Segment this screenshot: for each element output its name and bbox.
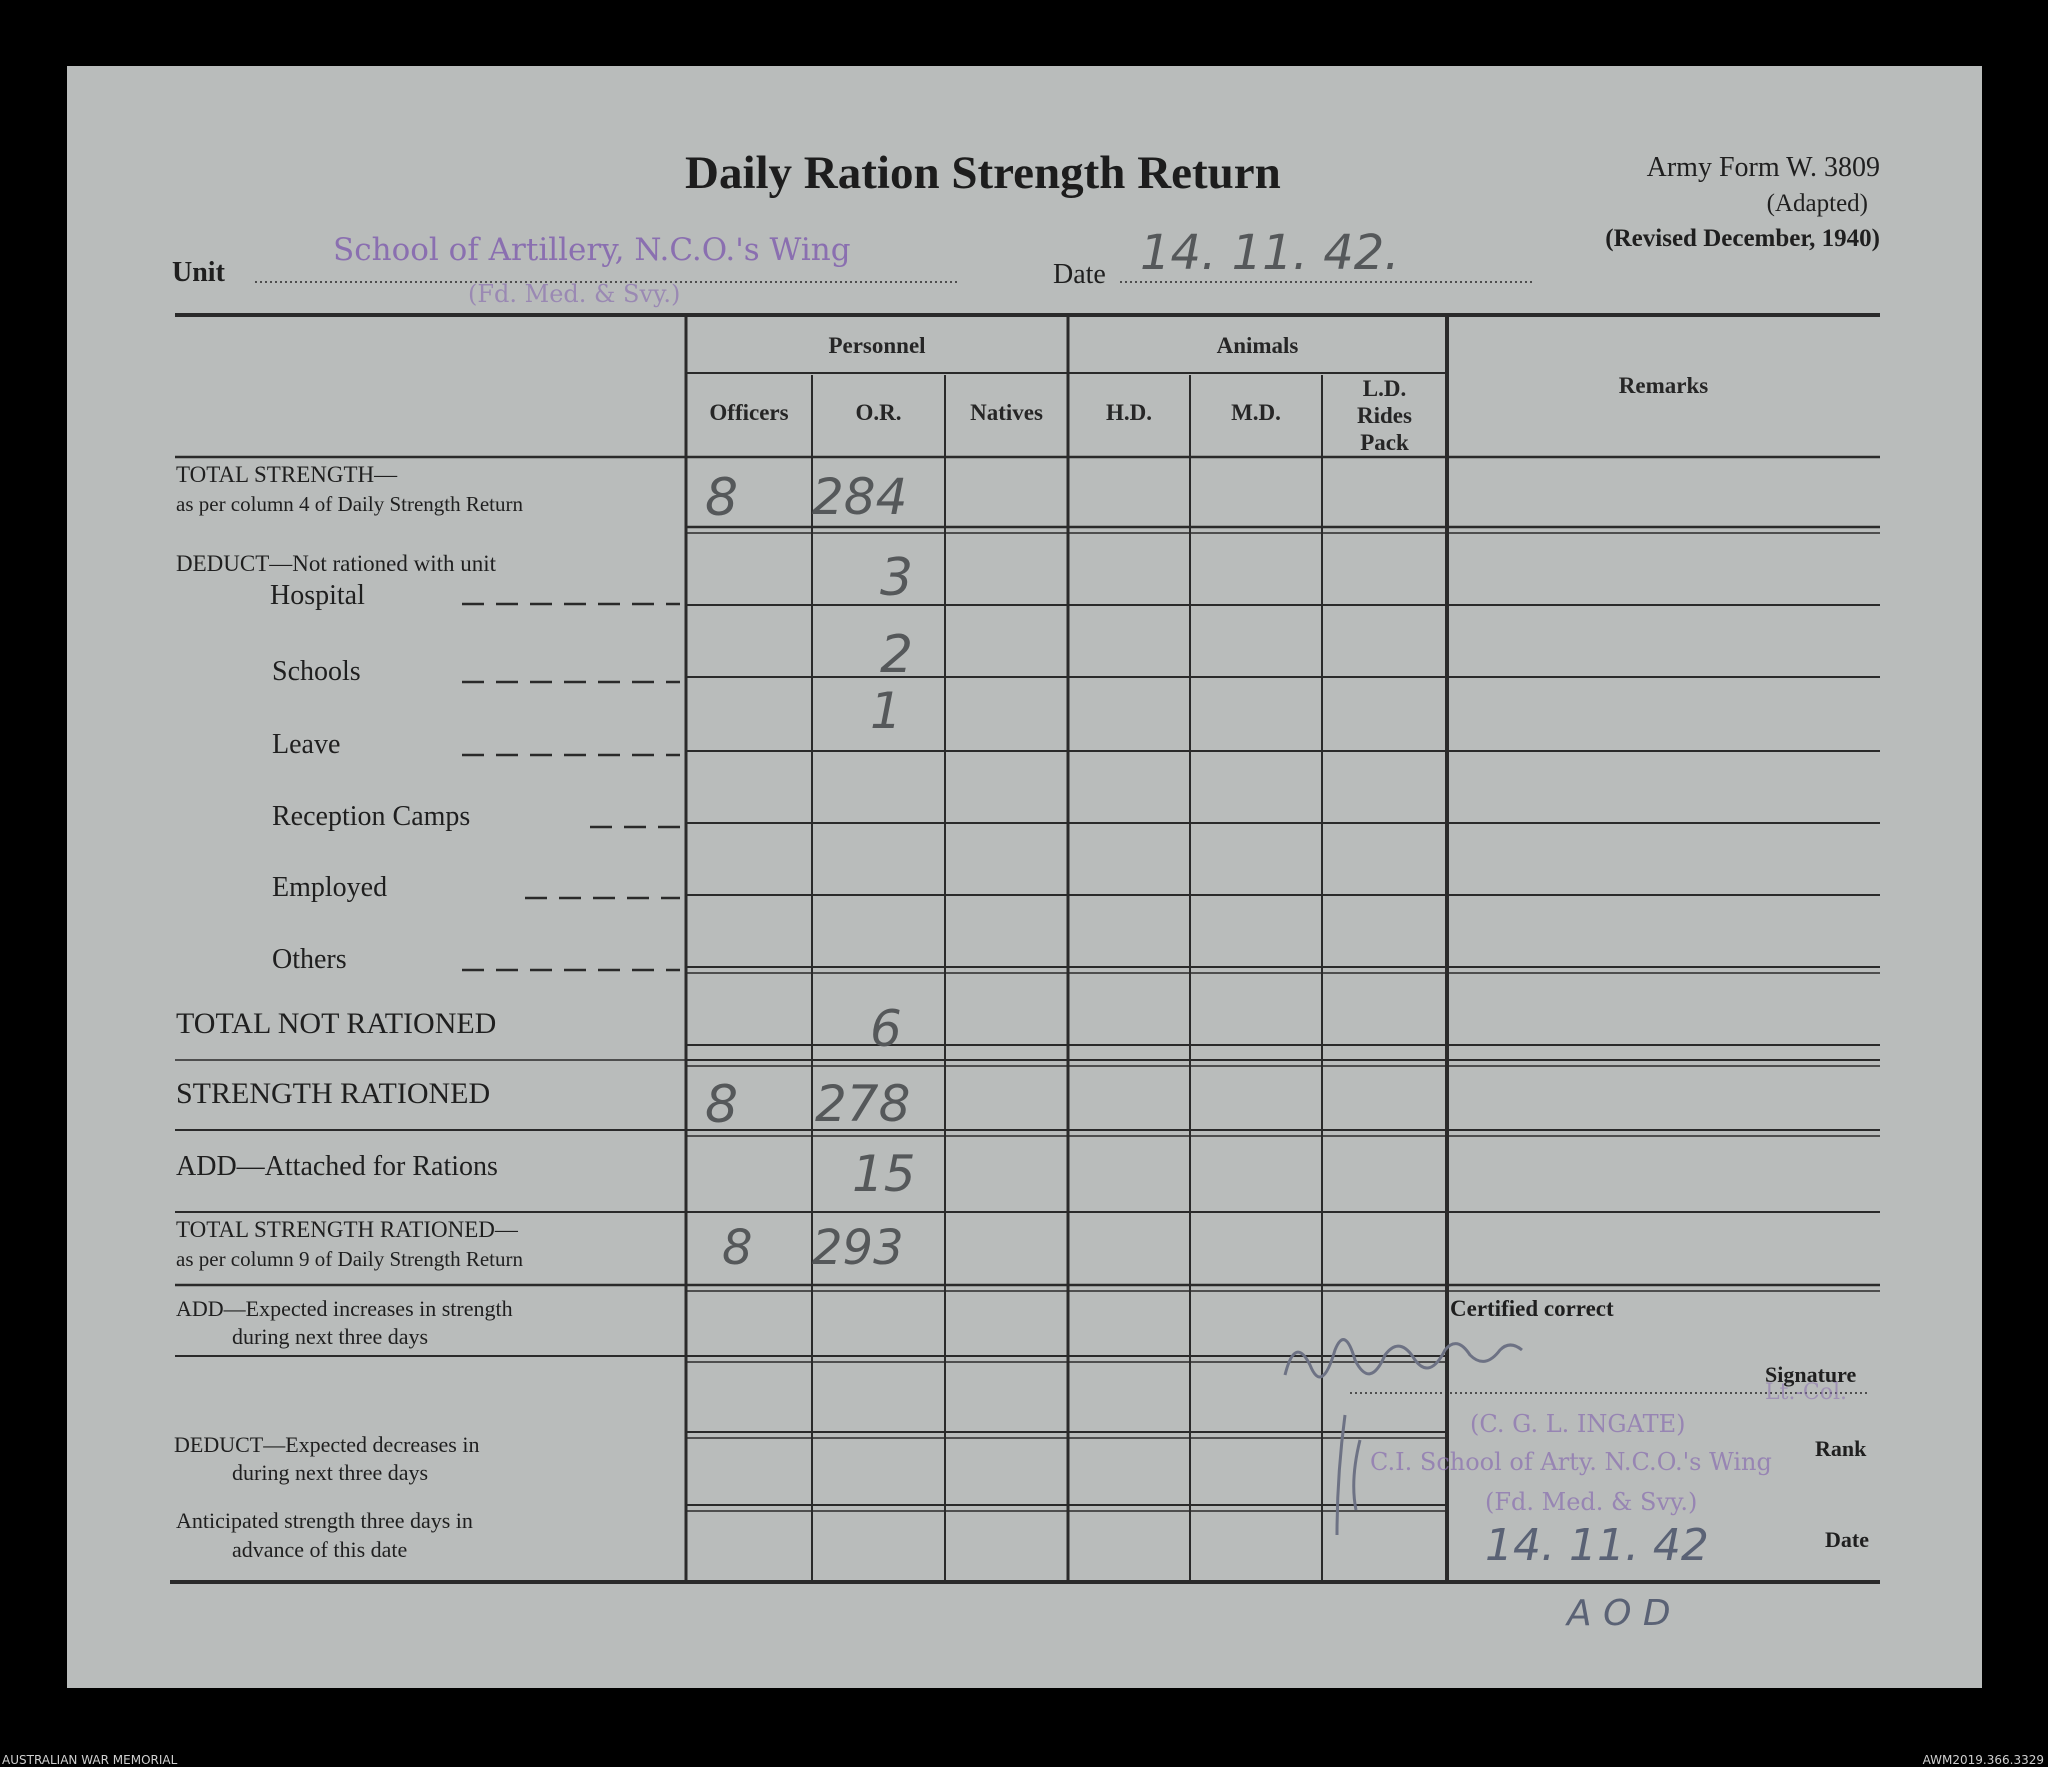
- form-number: Army Form W. 3809: [1646, 152, 1880, 183]
- unit-stamp-line1: School of Artillery, N.C.O.'s Wing: [333, 232, 851, 268]
- row-employed: Employed: [272, 872, 388, 903]
- total-not-rationed-or: 6: [870, 1000, 902, 1058]
- stamp-rank: Lt.-Col.: [1765, 1380, 1847, 1405]
- natives-header: Natives: [970, 400, 1043, 425]
- ld-header-line2: Rides: [1357, 403, 1412, 428]
- row-hospital: Hospital: [270, 580, 365, 611]
- total-strength-or: 284: [812, 468, 908, 526]
- attached-or: 15: [852, 1145, 916, 1203]
- hospital-or: 3: [880, 548, 914, 608]
- rank-label: Rank: [1815, 1436, 1867, 1461]
- row-total-strength-rationed-title: TOTAL STRENGTH RATIONED—: [176, 1217, 518, 1242]
- form-adapted: (Adapted): [1766, 190, 1868, 217]
- form-title: Daily Ration Strength Return: [685, 147, 1281, 199]
- certified-correct: Certified correct: [1450, 1296, 1614, 1321]
- row-others: Others: [272, 944, 347, 975]
- date-label-bottom: Date: [1825, 1527, 1869, 1552]
- row-schools: Schools: [272, 656, 361, 687]
- leave-or: 1: [870, 682, 902, 740]
- hd-header: H.D.: [1106, 400, 1152, 425]
- ld-header-line3: Pack: [1360, 430, 1409, 455]
- signature-label: Signature: [1765, 1362, 1857, 1387]
- row-deduct-expected-2: during next three days: [232, 1460, 429, 1485]
- ld-header: [1322, 375, 1447, 456]
- unit-label: Unit: [172, 257, 225, 288]
- ld-header-line1: L.D.: [1362, 376, 1407, 401]
- certification-date: 14. 11. 42: [1485, 1520, 1709, 1571]
- strength-rationed-or: 278: [815, 1075, 911, 1133]
- footer-accession: AWM2019.366.3329: [1922, 1753, 2044, 1767]
- stamp-line2: (Fd. Med. & Svy.): [1485, 1488, 1698, 1516]
- stamp-name: (C. G. L. INGATE): [1470, 1410, 1686, 1438]
- initials: A O D: [1567, 1593, 1671, 1634]
- animals-header: Animals: [1216, 333, 1299, 358]
- unit-stamp-line2: (Fd. Med. & Svy.): [468, 280, 681, 308]
- officers-header: Officers: [709, 400, 789, 425]
- row-total-strength-rationed-note: as per column 9 of Daily Strength Return: [176, 1247, 524, 1271]
- footer-source: AUSTRALIAN WAR MEMORIAL: [2, 1753, 178, 1767]
- row-deduct-header: DEDUCT—Not rationed with unit: [176, 551, 497, 576]
- total-rationed-officers: 8: [722, 1220, 753, 1276]
- date-label: Date: [1053, 259, 1106, 290]
- row-reception-camps: Reception Camps: [272, 801, 471, 832]
- remarks-header: Remarks: [1618, 373, 1709, 398]
- or-header: O.R.: [855, 400, 902, 425]
- row-anticipated-1: Anticipated strength three days in: [176, 1508, 473, 1533]
- form-revised: (Revised December, 1940): [1605, 225, 1880, 252]
- row-total-not-rationed: TOTAL NOT RATIONED: [176, 1007, 497, 1040]
- signature-scrawl: [1285, 1340, 1522, 1377]
- total-strength-officers: 8: [705, 468, 739, 528]
- row-leave: Leave: [272, 729, 341, 760]
- row-total-strength-title: TOTAL STRENGTH—: [176, 462, 398, 487]
- strength-rationed-officers: 8: [705, 1075, 739, 1135]
- md-header: M.D.: [1231, 400, 1281, 425]
- row-total-strength-note: as per column 4 of Daily Strength Return: [176, 492, 524, 516]
- row-add-expected-2: during next three days: [232, 1324, 429, 1349]
- date-value: 14. 11. 42.: [1140, 225, 1400, 281]
- row-anticipated-2: advance of this date: [232, 1537, 408, 1562]
- schools-or: 2: [880, 625, 914, 685]
- stamp-line1: C.I. School of Arty. N.C.O.'s Wing: [1370, 1448, 1772, 1476]
- row-deduct-expected-1: DEDUCT—Expected decreases in: [174, 1432, 480, 1457]
- personnel-header: Personnel: [828, 333, 926, 358]
- row-add-expected-1: ADD—Expected increases in strength: [176, 1296, 513, 1321]
- row-add-attached: ADD—Attached for Rations: [176, 1151, 498, 1182]
- total-rationed-or: 293: [812, 1220, 904, 1276]
- row-strength-rationed: STRENGTH RATIONED: [176, 1077, 491, 1110]
